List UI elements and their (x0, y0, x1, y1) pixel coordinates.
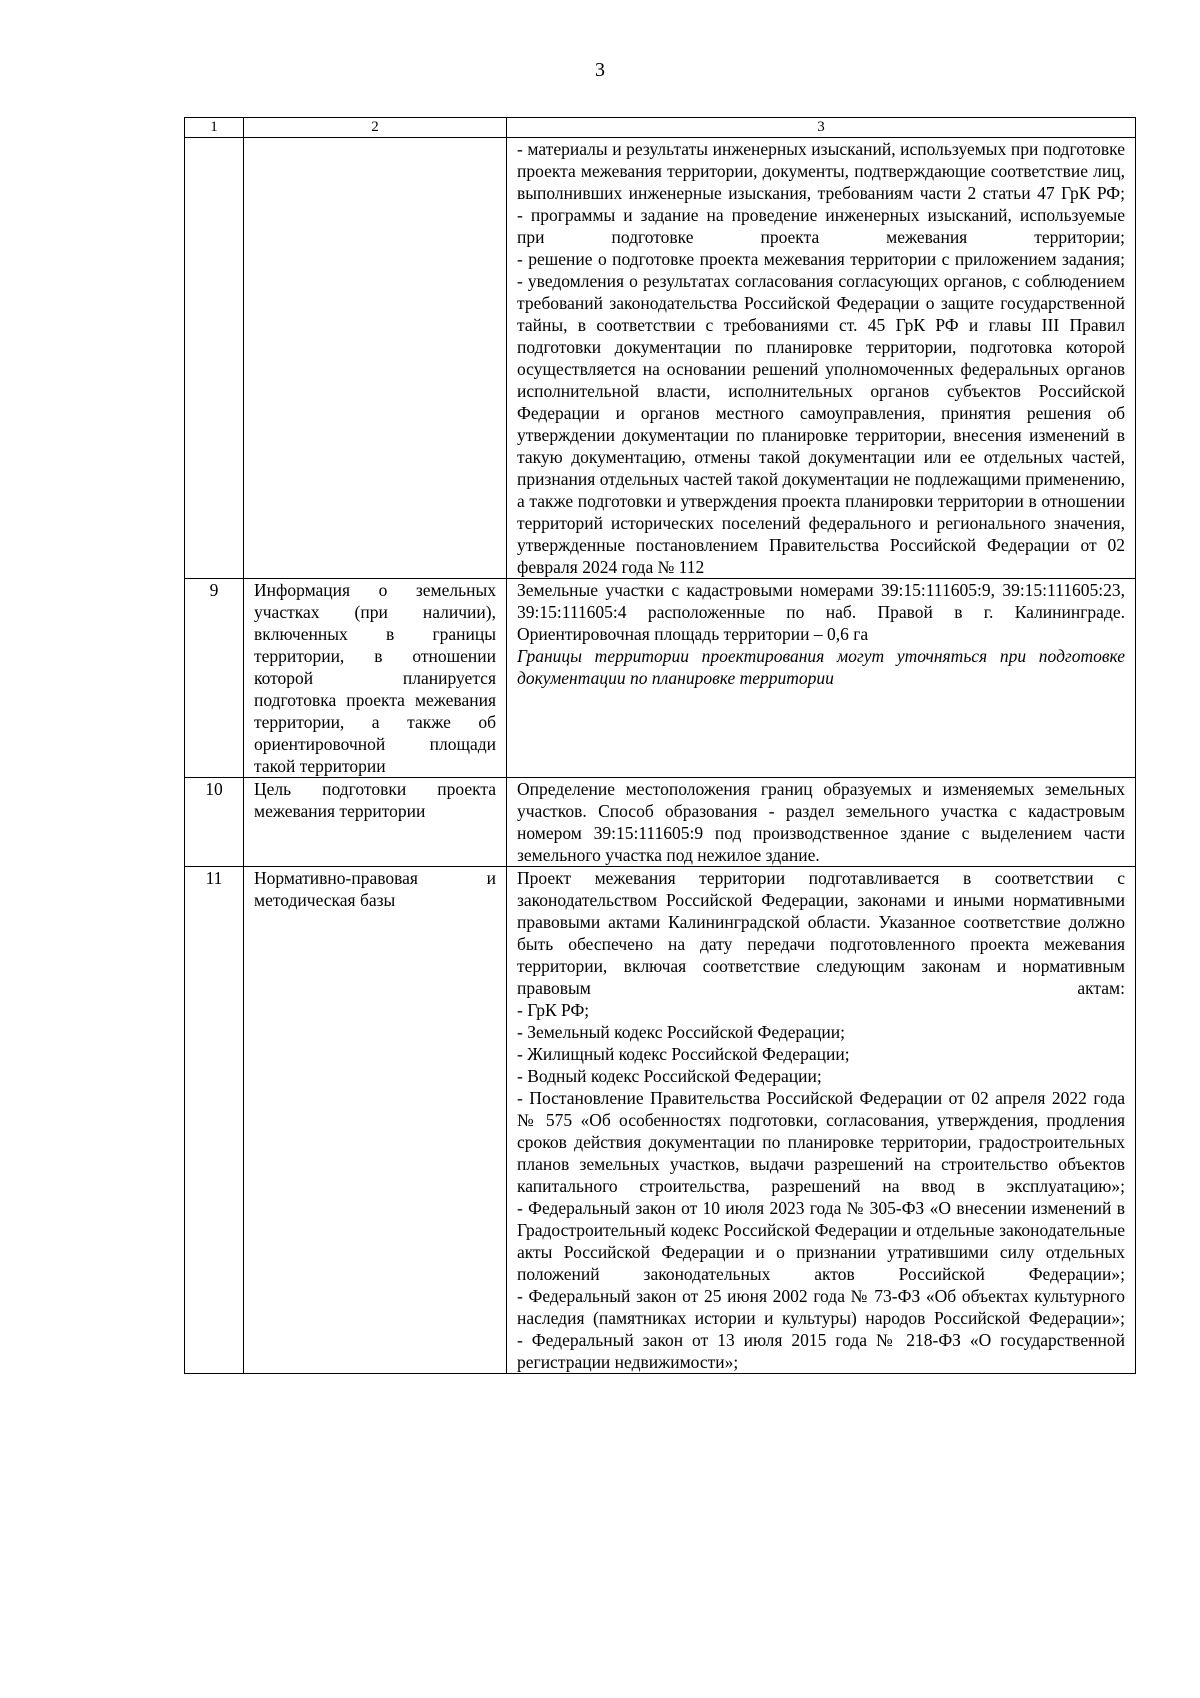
paragraph: Ориентировочная площадь территории – 0,6 га (517, 624, 869, 644)
row-number: 11 (185, 867, 244, 1374)
table-row-continuation (185, 138, 1136, 579)
row-content (507, 579, 1136, 778)
row-label-empty (244, 138, 507, 579)
paragraph: - уведомления о результатах согласования согласующих органов, с соблюдением требований законодательства Российской Федерации о защите государственной тайны, в соответствии с требованиями ст. 45 ГрК РФ и главы III Правил подготовки документации по планировке территории, подготовка которой осуществляется на основании решений уполномоченных федеральных органов исполнительной власти, исполнительных органов субъектов Российской Федерации и органов местного самоуправления, принятия решения об утверждении документации по планировке территории, внесения изменений в такую документацию, отмены такой документации или ее отдельных частей, признания отдельных частей такой документации не подлежащими применению, а также подготовки и утверждения проекта планировки территории в отношении территорий исторических поселений федерального и регионального значения, утвержденные постановлением Правительства Российской Федерации от 02 февраля 2024 года № 112 (517, 271, 1125, 577)
paragraph: Проект межевания территории подготавливается в соответствии с законодательством Российской Федерации, законами и иными нормативными правовыми актами Калининградской области. Указанное соответствие должно быть обеспечено на дату передачи подготовленного проекта межевания территории, включая соответствие следующим законам и нормативным правовым актам: (517, 868, 1125, 998)
header-col-3: 3 (507, 118, 1136, 138)
row-label (244, 867, 507, 1374)
row-label (244, 778, 507, 867)
paragraph: - программы и задание на проведение инженерных изысканий, используемые при подготовке проекта межевания территории; (517, 205, 1125, 247)
paragraph: - ГрК РФ; (517, 1000, 590, 1020)
paragraph: - материалы и результаты инженерных изысканий, используемых при подготовке проекта межевания территории, документы, подтверждающие соответствие лиц, выполнивших инженерные изыскания, требованиям части 2 статьи 47 ГрК РФ; (517, 139, 1125, 203)
paragraph: - Федеральный закон от 25 июня 2002 года № 73-ФЗ «Об объектах культурного наследия (памятниках истории и культуры) народов Российской Федерации»; (517, 1286, 1125, 1328)
header-col-1: 1 (185, 118, 244, 138)
paragraph: - Федеральный закон от 10 июля 2023 года № 305-ФЗ «О внесении изменений в Градостроительный кодекс Российской Федерации и отдельные законодательные акты Российской Федерации и о признании утратившими силу отдельных положений законодательных актов Российской Федерации»; (517, 1198, 1125, 1284)
paragraph: - Постановление Правительства Российской Федерации от 02 апреля 2022 года № 575 «Об особенностях подготовки, согласования, утверждения, продления сроков действия документации по планировке территории, градостроительных планов земельных участков, выдачи разрешений на строительство объектов капитального строительства, разрешений на ввод в эксплуатацию»; (517, 1088, 1125, 1196)
table-row-9 (185, 579, 1136, 778)
paragraph: - решение о подготовке проекта межевания территории с приложением задания; (517, 249, 1125, 269)
paragraph: - Жилищный кодекс Российской Федерации; (517, 1044, 850, 1064)
paragraph: Земельные участки с кадастровыми номерами 39:15:111605:9, 39:15:111605:23, 39:15:111605:4 расположенные по наб. Правой в г. Калининграде. (517, 580, 1125, 622)
row-content (507, 867, 1136, 1374)
row-number-empty (185, 138, 244, 579)
row-label (244, 579, 507, 778)
paragraph: - Водный кодекс Российской Федерации; (517, 1066, 822, 1086)
row-content (507, 138, 1136, 579)
row-content (507, 778, 1136, 867)
note-italic: Границы территории проектирования могут уточняться при подготовке документации по планировке территории (517, 646, 1125, 688)
header-col-2: 2 (244, 118, 507, 138)
table-row-10 (185, 778, 1136, 867)
paragraph: Определение местоположения границ образуемых и изменяемых земельных участков. Способ образования - раздел земельного участка с кадастровым номером 39:15:111605:9 под производственное здание с выделением части земельного участка под нежилое здание. (517, 779, 1125, 865)
row-number: 10 (185, 778, 244, 867)
page-number: 3 (595, 59, 605, 81)
row-label-text: Информация о земельных участках (при наличии), включенных в границы территории, в отношении которой планируется подготовка проекта межевания территории, а также об ориентировочной площади такой территории (254, 580, 496, 776)
requirements-table (184, 117, 1136, 1374)
row-label-text: Цель подготовки проекта межевания территории (254, 779, 496, 821)
row-number: 9 (185, 579, 244, 778)
paragraph: - Земельный кодекс Российской Федерации; (517, 1022, 846, 1042)
row-label-text: Нормативно-правовая и методическая базы (254, 868, 496, 910)
paragraph: - Федеральный закон от 13 июля 2015 года № 218-ФЗ «О государственной регистрации недвижимости»; (517, 1330, 1125, 1372)
table-header-row (185, 118, 1136, 138)
table-row-11 (185, 867, 1136, 1374)
